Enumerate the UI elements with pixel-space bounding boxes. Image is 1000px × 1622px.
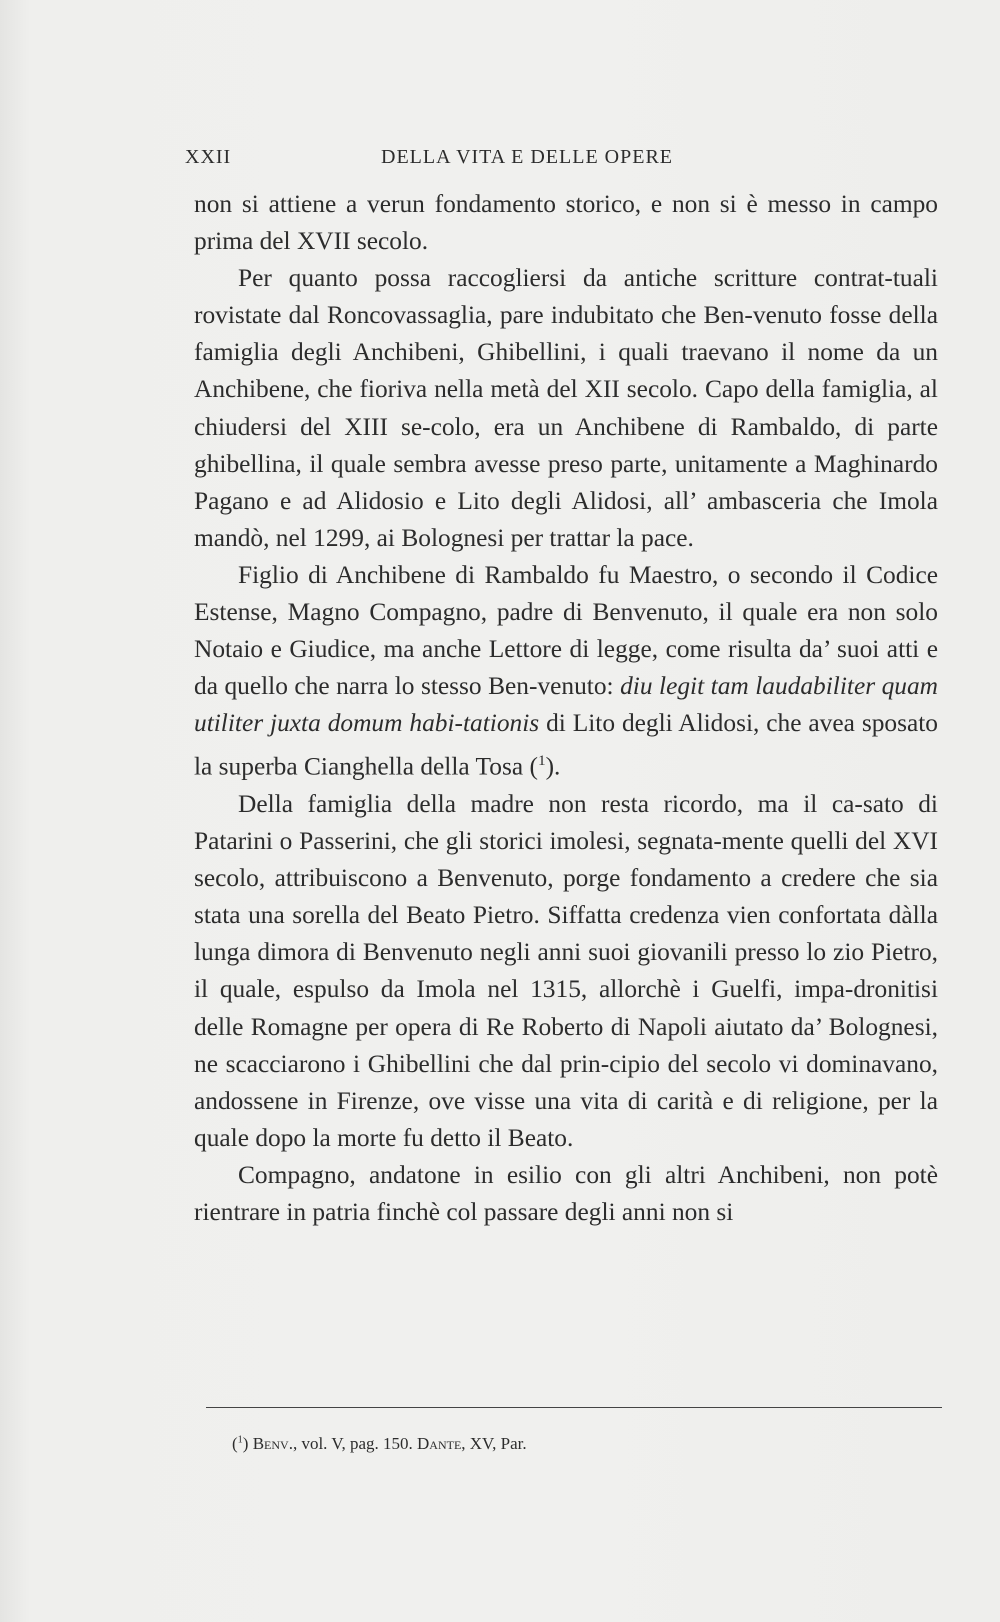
- paragraph-text: ).: [545, 752, 561, 781]
- footnote-location: , XV, Par.: [461, 1434, 527, 1453]
- footnote-reference[interactable]: 1: [537, 752, 546, 770]
- footnote-divider: [206, 1407, 942, 1408]
- body-text: [194, 186, 938, 1231]
- paragraph: Della famiglia della madre non resta ricordo, ma il ca-sato di Patarini o Passerini, che gli storici imolesi, segnata-mente quelli del XVI secolo, attribuiscono a Benvenuto, porge fondamento a credere che sia stata una sorella del Beato Pietro. Siffatta credenza vien confortata dàlla lunga dimora di Benvenuto negli anni suoi giovanili presso lo zio Pietro, il quale, espulso da Imola nel 1315, allorchè i Guelfi, impa-dronitisi delle Romagne per opera di Re Roberto di Napoli aiutato da’ Bolognesi, ne scacciarono i Ghibellini che dal prin-cipio del secolo vi dominavano, andossene in Firenze, ove visse una vita di carità e di religione, per la quale dopo la morte fu detto il Beato.: [194, 789, 938, 1152]
- footnote-marker: 1: [237, 1434, 243, 1446]
- footnote-work: Dante: [417, 1434, 462, 1453]
- page-header: [185, 146, 745, 176]
- latin-quotation: diu legit tam laudabiliter quam utiliter juxta domum habi-tationis: [194, 672, 939, 738]
- paragraph-continuation: non si attiene a verun fondamento storico, e non si è messo in campo prima del XVII secolo.: [194, 190, 938, 256]
- footnote-author: Benv.: [252, 1434, 293, 1453]
- paragraph: Per quanto possa raccogliersi da antiche scritture contrat-tuali rovistate dal Roncovassaglia, pare indubitato che Ben-venuto fosse della famiglia degli Anchibeni, Ghibellini, i quali traevano il nome da un Anchibene, che fioriva nella metà del XII secolo. Capo della famiglia, al chiudersi del XIII se-colo, era un Anchibene di Rambaldo, di parte ghibellina, il quale sembra avesse preso parte, unitamente a Maghinardo Pagano e ad Alidosio e Lito degli Alidosi, all’ ambasceria che Imola mandò, nel 1299, ai Bolognesi per trattar la pace.: [194, 264, 938, 552]
- paragraph-text: di Lito degli Alidosi, che avea sposato la superba Cianghella della Tosa (: [194, 709, 938, 781]
- paragraph-text: Figlio di Anchibene di Rambaldo fu Maestro, o secondo il Codice Estense, Magno Compagno, padre di Benvenuto, il quale era non solo Notaio e Giudice, ma anche Lettore di legge, come risulta da’ suoi atti e da quello che narra lo stesso Ben-venuto:: [194, 560, 938, 701]
- paragraph: Compagno, andatone in esilio con gli altri Anchibeni, non potè rientrare in patria finchè col passare degli anni non si: [194, 1160, 938, 1226]
- footnote: ($^1$) Benv., vol. V, pag. 150. Dante, XV, Par.: [232, 1434, 527, 1453]
- paragraph: [194, 557, 938, 786]
- footnote-reference-text: , vol. V, pag. 150.: [292, 1434, 417, 1453]
- running-title: DELLA VITA E DELLE OPERE: [381, 146, 673, 168]
- page-number: XXII: [185, 146, 232, 168]
